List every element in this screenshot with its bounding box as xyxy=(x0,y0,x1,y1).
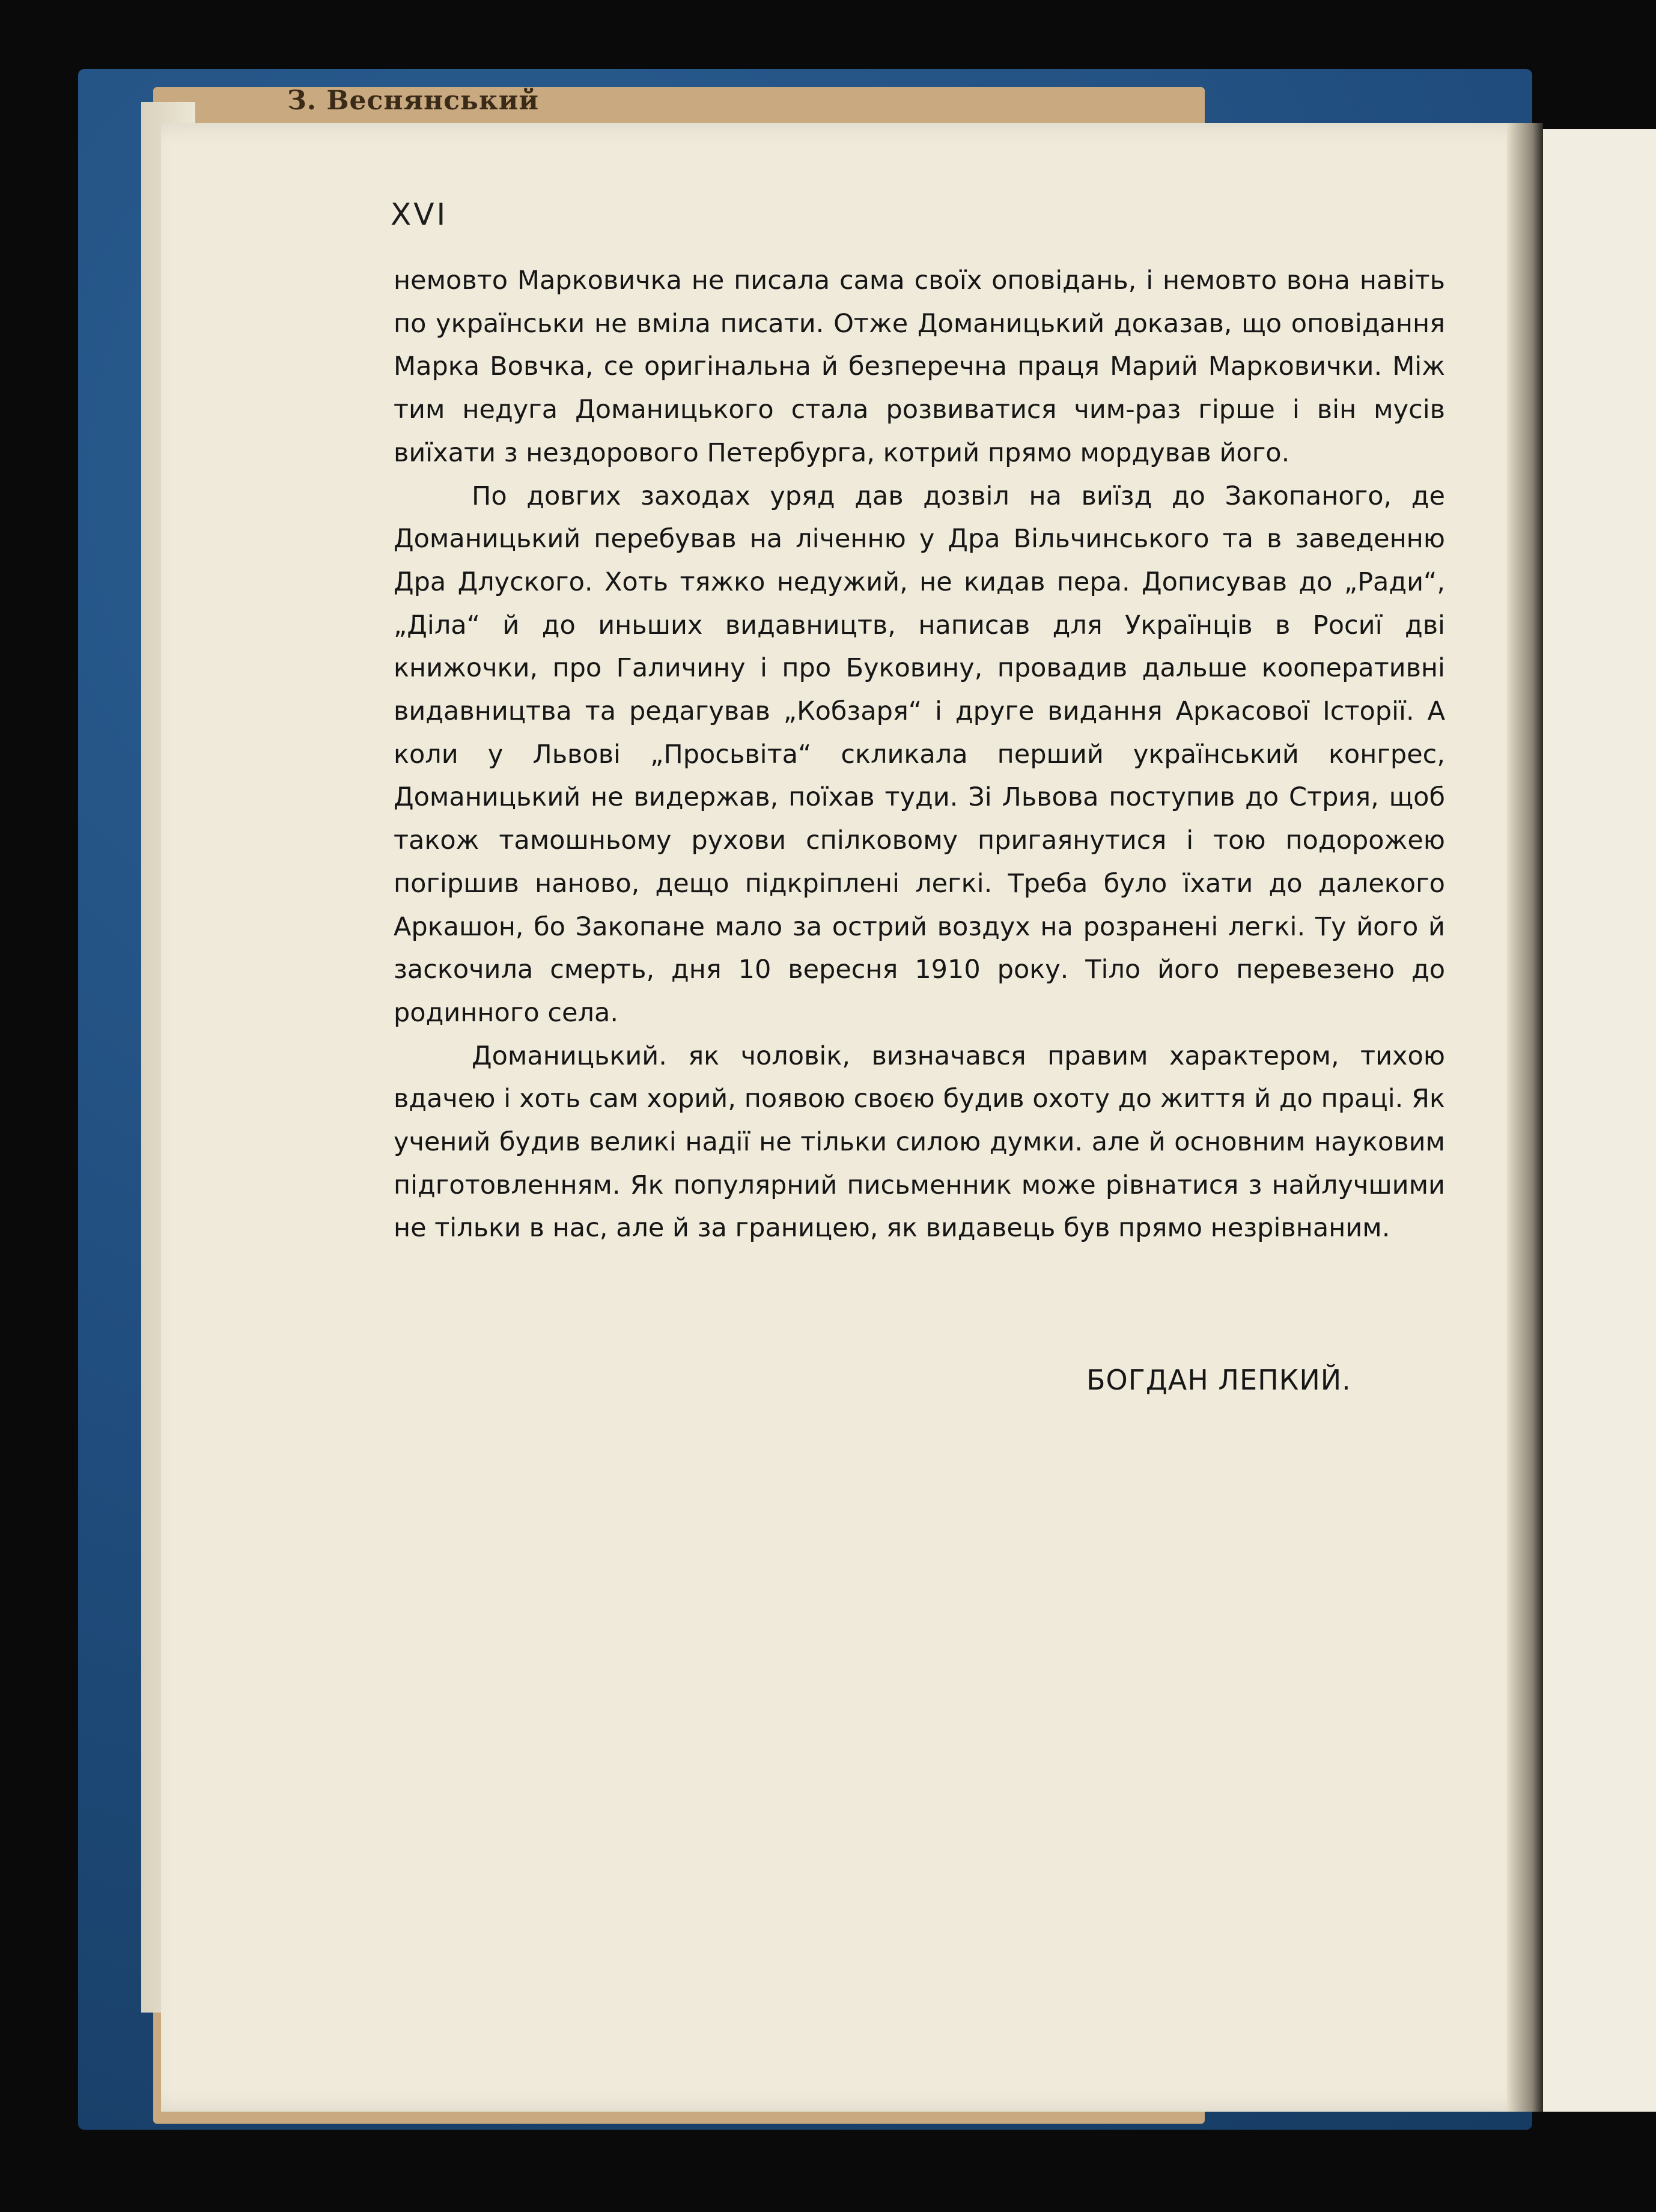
book-gutter xyxy=(1507,123,1543,2112)
paragraph-1: немовто Марковичка не писала сама своїх оповідань, і немовто вона навіть по українськи не вміла писати. Отже Доманицький доказав, що оповідання Марка Вовчка, се оригінальна й безперечна праця Мариӥ Марковички. Між тим недуга Доманицького стала розвиватися чим-раз гірше і він мусів виїхати з нездорового Петербурга, котрий прямо мордував його. xyxy=(394,266,1445,468)
underlying-page-header: З. Веснянський xyxy=(287,85,539,116)
page-number: XVI xyxy=(391,197,448,232)
paragraph-3: Доманицький. як чоловік, визначався правим характером, тихою вдачею і хоть сам хорий, появою своєю будив охоту до життя й до праці. Як учений будив великі надії не тільки силою думки. але й основним науковим підготовленням. Як популярний письменник може рівнатися з найлучшими не тільки в нас, але й за границею, як видавець був прямо незрівнаним. xyxy=(394,1041,1445,1244)
author-signature: БОГДАН ЛЕПКИЙ. xyxy=(1086,1364,1351,1396)
body-text xyxy=(394,260,1445,1250)
paragraph-2: По довгих заходах уряд дав дозвіл на виїзд до Закопаного, де Доманицький перебував на лiченню у Дра Вільчинського та в заведенню Дра Длуского. Хоть тяжко недужий, не кидав пера. Дописував до „Ради“, „Діла“ й до иньших видавництв, написав для Українців в Росиї дві книжочки, про Галичину і про Буковину, провадив дальше кооперативні видавництва та редагував „Кобзаря“ і друге видання Аркасової Історії. А коли у Львові „Просьвіта“ скликала перший український конгрес, Доманицький не видержав, поїхав туди. Зі Львова поступив до Стрия, щоб також тамошньому рухови спілковому пригаянутися і тою подорожею погіршив наново, дещо підкріплені легкі. Треба було їхати до далекого Аркашон, бо Закопане мало за острий воздух на розранені легкі. Ту його й заскочила смерть, дня 10 вересня 1910 року. Тіло його перевезено до родинного села. xyxy=(394,481,1445,1028)
facing-page xyxy=(1538,129,1656,2112)
